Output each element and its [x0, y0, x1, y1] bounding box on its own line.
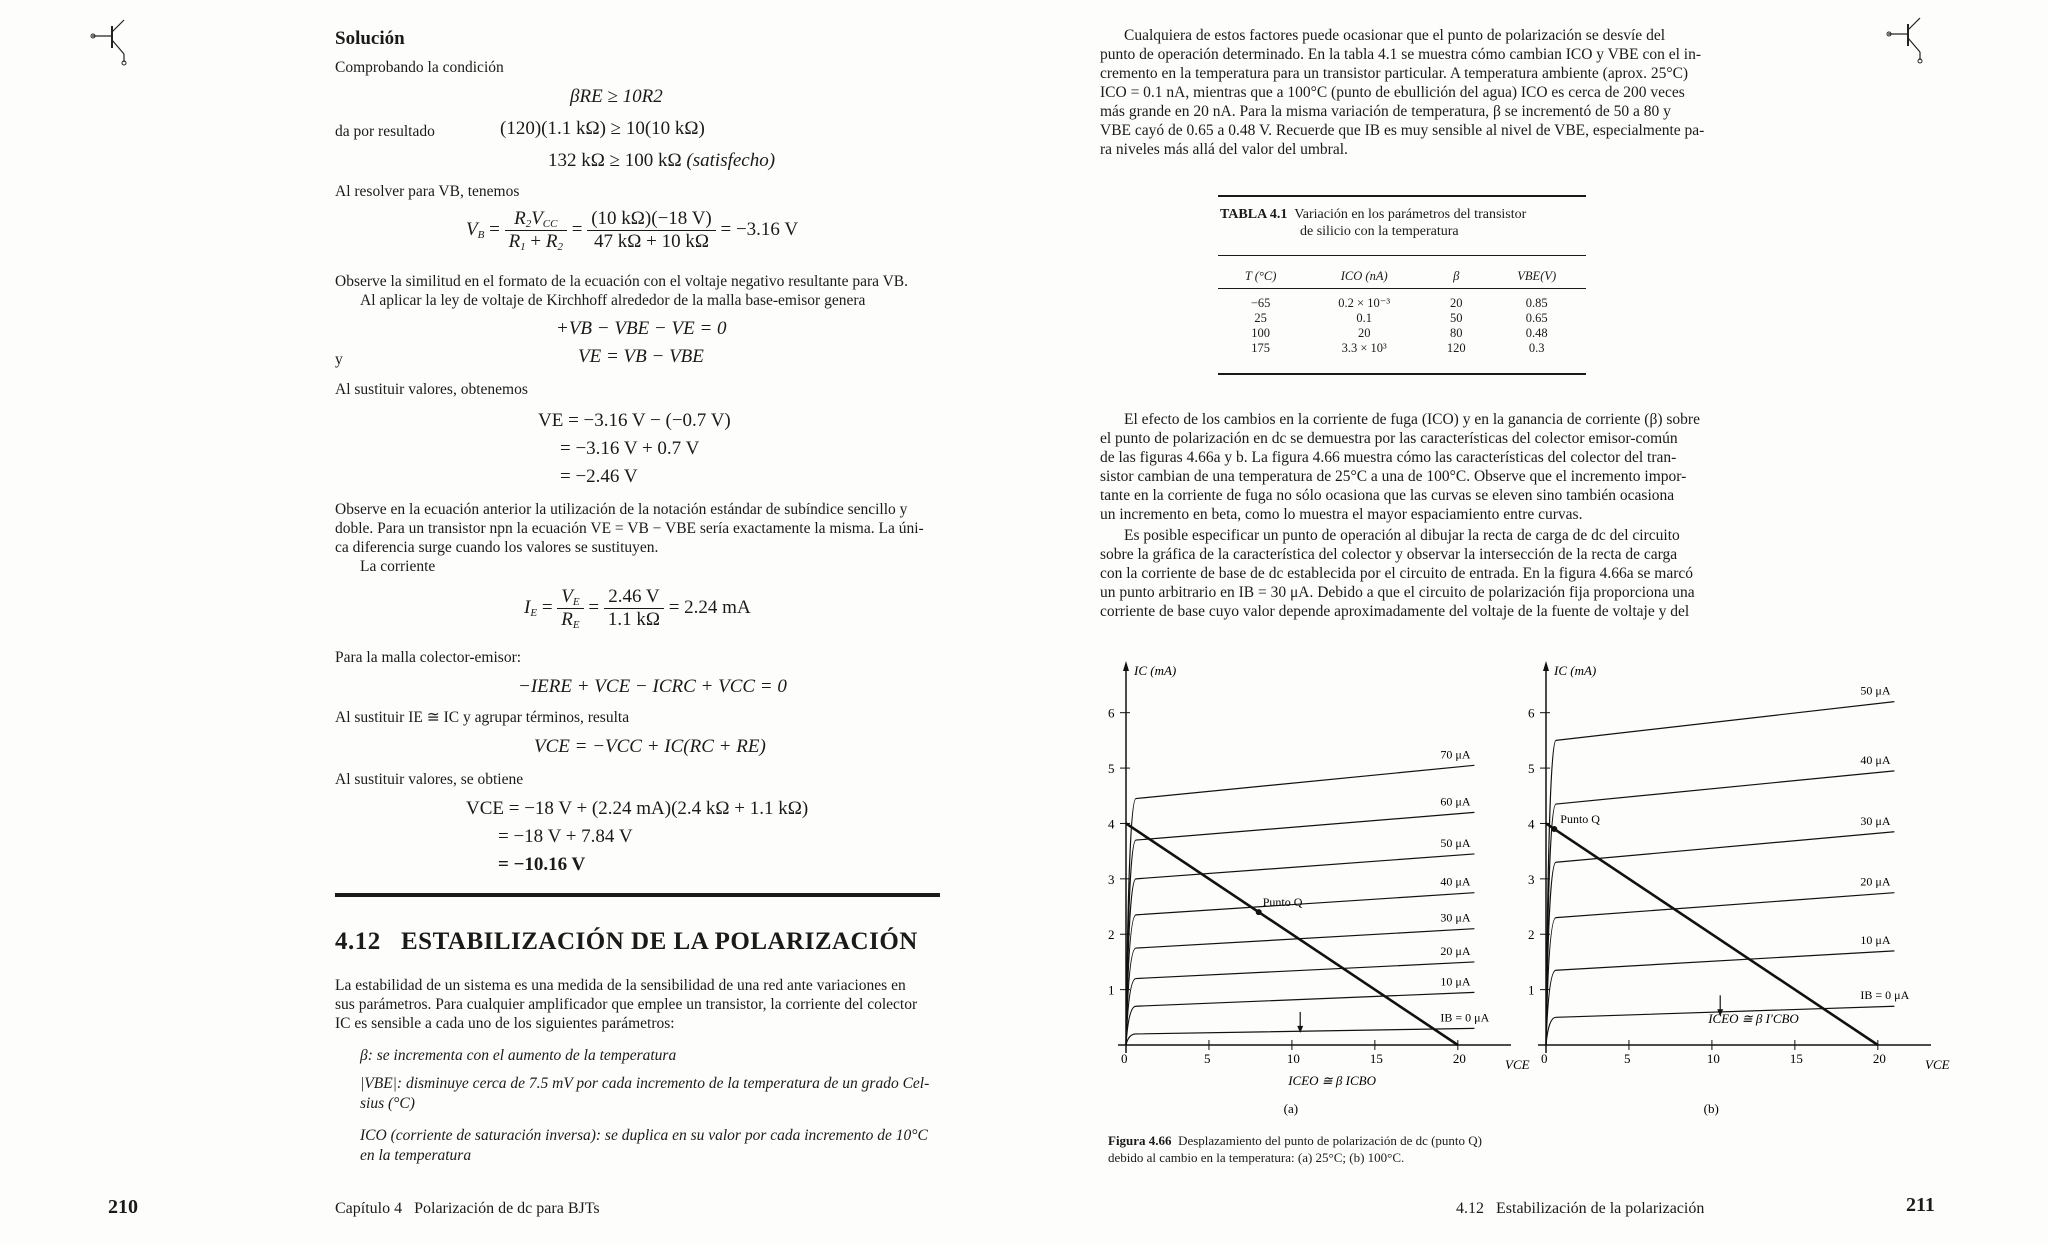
- leakage-label: ICEO ≅ β I′CBO: [1708, 1011, 1799, 1026]
- table-rule: [1218, 373, 1586, 375]
- table-cell: 0.1: [1356, 311, 1372, 325]
- y-tick-label: 2: [1108, 927, 1115, 943]
- table-row: [1218, 341, 1586, 356]
- equation: +VB − VBE − VE = 0: [556, 318, 727, 339]
- list-item: sius (°C): [360, 1095, 415, 1112]
- transistor-icon: [90, 16, 140, 66]
- paragraph: de las figuras 4.66a y b. La figura 4.66 muestra cómo las características del colector del tran-: [1100, 449, 1677, 466]
- table-cell: 0.85: [1525, 295, 1548, 310]
- paragraph: VBE cayó de 0.65 a 0.48 V. Recuerde que IB es muy sensible al nivel de VBE, especialmente pa-: [1100, 122, 1705, 139]
- ib-curve-label: 40 μA: [1860, 752, 1891, 767]
- equation: 132 kΩ ≥ 100 kΩ (satisfecho): [548, 150, 776, 171]
- transistor-icon: [1886, 14, 1936, 64]
- paragraph: Para la malla colector-emisor:: [335, 649, 522, 666]
- list-item: ICO (corriente de saturación inversa): se duplica en su valor por cada incremento de 10°C: [360, 1127, 928, 1144]
- paragraph: Al resolver para VB, tenemos: [335, 183, 520, 200]
- ib-curve-label: 10 μA: [1860, 932, 1891, 947]
- table-cell: 3.3 × 10³: [1341, 341, 1387, 355]
- y-tick-label: 1: [1108, 982, 1115, 998]
- table-cell: 100: [1251, 326, 1271, 340]
- page-footer: 4.12 Estabilización de la polarización: [1456, 1200, 1705, 1217]
- ib-curve-label: 40 μA: [1440, 874, 1471, 889]
- ib-curve-label: 60 μA: [1440, 794, 1471, 809]
- solution-heading: Solución: [335, 28, 405, 49]
- table-row: [1218, 326, 1586, 341]
- figure-caption: Figura 4.66 Desplazamiento del punto de polarización de dc (punto Q) debido al cambio en la temperatura: (a) 25°C; (b) 100°C.: [1108, 1133, 1483, 1165]
- y-axis-arrow: [1543, 661, 1549, 671]
- table-caption: TABLA 4.1 Variación en los parámetros del transistor de silicio con la temperatura: [1220, 207, 1527, 239]
- table-cell: 20: [1449, 295, 1463, 310]
- collector-characteristics-chart-a: [1100, 655, 1530, 1125]
- ib-curve-label: 20 μA: [1860, 874, 1891, 889]
- paragraph: corriente de base cuyo valor depende aproximadamente del voltaje de la fuente de voltaje y del: [1100, 603, 1690, 620]
- table-cell: 80: [1449, 326, 1463, 340]
- q-point: [1551, 826, 1557, 832]
- page-number: 211: [1906, 1194, 1935, 1216]
- ib-curve: [1546, 702, 1894, 1045]
- table-rule: [1218, 195, 1586, 197]
- ib-curve-label: IB = 0 μA: [1860, 988, 1910, 1003]
- equation: = −18 V + 7.84 V: [498, 826, 633, 847]
- x-tick-label: 5: [1203, 1051, 1211, 1066]
- table-cell: 0.65: [1525, 311, 1548, 325]
- equation: = −3.16 V + 0.7 V: [560, 438, 700, 459]
- equation: VE = −3.16 V − (−0.7 V): [538, 410, 731, 431]
- paragraph: El efecto de los cambios en la corriente de fuga (ICO) y en la ganancia de corriente (β) sobre: [1124, 411, 1700, 428]
- table-header: T (°C): [1244, 268, 1277, 283]
- table-cell: 0.48: [1525, 326, 1548, 340]
- paragraph: IC es sensible a cada uno de los siguientes parámetros:: [335, 1015, 675, 1032]
- y-tick-label: 4: [1528, 816, 1535, 832]
- paragraph: un incremento en beta, como lo muestra el mayor espaciamiento entre curvas.: [1100, 506, 1583, 523]
- paragraph: Observe la similitud en el formato de la ecuación con el voltaje negativo resultante para VB.: [335, 273, 909, 290]
- ib-curve-label: 50 μA: [1440, 835, 1471, 850]
- table-cell: 0.2 × 10⁻³: [1338, 296, 1391, 310]
- y-tick-label: 5: [1528, 761, 1535, 777]
- table-cell: 120: [1446, 341, 1466, 355]
- paragraph: La estabilidad de un sistema es una medida de la sensibilidad de una red ante variaciones en: [335, 977, 906, 994]
- x-tick-label: 10: [1286, 1051, 1300, 1066]
- ib-curve: [1126, 812, 1474, 1045]
- x-tick-label: 20: [1872, 1051, 1886, 1066]
- table-cell: −65: [1250, 295, 1271, 310]
- table-cell: 50: [1449, 311, 1463, 325]
- table-rule: [1218, 255, 1586, 256]
- table-header: β: [1453, 268, 1460, 283]
- table-row: [1218, 295, 1586, 311]
- leakage-arrowhead: [1297, 1026, 1303, 1033]
- section-heading: 4.12 ESTABILIZACIÓN DE LA POLARIZACIÓN: [335, 928, 918, 955]
- paragraph: sistor cambian de una temperatura de 25°C a una de 100°C. Observe que el incremento impor-: [1100, 468, 1687, 485]
- table-header: VBE(V): [1517, 268, 1557, 283]
- paragraph: Al sustituir valores, obtenemos: [335, 381, 528, 398]
- equation: = −10.16 V: [498, 854, 586, 875]
- ie-equation: $I_E$ = $\frac{V_E}{R_E}$ = $\frac{2.46 V}{1.1 k\Omega}$ = 2.24 mA: [524, 586, 751, 631]
- y-tick-label: 1: [1528, 982, 1535, 998]
- paragraph: Al sustituir valores, se obtiene: [335, 771, 524, 788]
- section-divider: [335, 893, 940, 897]
- equation: βRE ≥ 10R2: [570, 86, 663, 107]
- paragraph: un punto arbitrario en IB = 30 μA. Debido a que el circuito de polarización fija proporciona una: [1100, 584, 1695, 601]
- x-axis-label: VCE: [1505, 1057, 1530, 1072]
- list-item: en la temperatura: [360, 1147, 472, 1164]
- paragraph: Cualquiera de estos factores puede ocasionar que el punto de polarización se desvíe del: [1124, 27, 1666, 44]
- x-tick-label: 15: [1369, 1051, 1383, 1066]
- paragraph: sobre la gráfica de la característica del colector y observar la intersección de la recta de carga: [1100, 546, 1678, 563]
- paragraph: más grande en 20 nA. Para la misma variación de temperatura, β se incrementó de 50 a 80 y: [1100, 103, 1671, 120]
- paragraph: Al sustituir IE ≅ IC y agrupar términos, resulta: [335, 709, 630, 726]
- table-header-row: [1218, 264, 1586, 288]
- table-row: [1218, 311, 1586, 326]
- equation: = −2.46 V: [560, 466, 638, 487]
- paragraph: tante en la corriente de fuga no sólo ocasiona que las curvas se eleven sino también ocasiona: [1100, 487, 1675, 504]
- paragraph: Comprobando la condición: [335, 59, 504, 76]
- table-cell: 175: [1251, 341, 1271, 355]
- q-point-label: Punto Q: [1262, 895, 1303, 910]
- paragraph: el punto de polarización en dc se demuestra por las características del colector emisor-común: [1100, 430, 1678, 447]
- table-cell: 0.3: [1528, 341, 1545, 355]
- x-axis-label: VCE: [1925, 1057, 1950, 1072]
- x-tick-label: 0: [1121, 1051, 1128, 1066]
- y-tick-label: 4: [1108, 816, 1115, 832]
- ib-curve-label: 30 μA: [1860, 813, 1891, 828]
- ib-curve-label: 10 μA: [1440, 974, 1471, 989]
- leakage-label: ICEO ≅ β ICBO: [1288, 1073, 1376, 1088]
- y-axis-arrow: [1123, 661, 1129, 671]
- table-cell: 25: [1254, 311, 1267, 325]
- paragraph: Observe en la ecuación anterior la utilización de la notación estándar de subíndice sencillo y: [335, 501, 908, 518]
- x-tick-label: 0: [1541, 1051, 1548, 1066]
- x-tick-label: 20: [1452, 1051, 1466, 1066]
- x-tick-label: 15: [1789, 1051, 1803, 1066]
- collector-characteristics-chart-b: [1520, 655, 1950, 1125]
- paragraph: cremento en la temperatura para un transistor particular. A temperatura ambiente (aprox. 25°C): [1100, 65, 1689, 82]
- ib-curve-label: 70 μA: [1440, 747, 1471, 762]
- panel-label: (b): [1703, 1101, 1719, 1116]
- ib-curve-label: 20 μA: [1440, 943, 1471, 958]
- ib-curve-label: 50 μA: [1860, 683, 1891, 698]
- equation: VCE = −18 V + (2.24 mA)(2.4 kΩ + 1.1 kΩ): [466, 798, 809, 819]
- table-cell: 20: [1357, 326, 1371, 340]
- paragraph: Al aplicar la ley de voltaje de Kirchhoff alrededor de la malla base-emisor genera: [360, 292, 866, 309]
- x-tick-label: 5: [1623, 1051, 1631, 1066]
- ib-curve-label: 30 μA: [1440, 910, 1471, 925]
- paragraph: y: [335, 351, 343, 368]
- list-item: β: se incrementa con el aumento de la temperatura: [360, 1047, 677, 1064]
- y-tick-label: 3: [1528, 871, 1535, 887]
- y-axis-label: IC (mA): [1134, 663, 1177, 678]
- paragraph: Es posible especificar un punto de operación al dibujar la recta de carga de dc del circuito: [1124, 527, 1680, 544]
- y-tick-label: 6: [1108, 705, 1115, 721]
- equation: VCE = −VCC + IC(RC + RE): [534, 736, 766, 757]
- parameters-table: [1218, 264, 1586, 356]
- vb-equation: $V_B$ = $\frac{R_2V_{CC}}{R_1 + R_2}$ = $\frac{(10 k\Omega)(-18 V)}{47 k\Omega + 10 k\Omega}$ = −3.16 V: [466, 208, 799, 253]
- q-point-label: Punto Q: [1560, 812, 1600, 826]
- y-tick-label: 2: [1528, 927, 1535, 943]
- y-tick-label: 6: [1528, 705, 1535, 721]
- paragraph: punto de operación determinado. En la tabla 4.1 se muestra cómo cambian ICO y VBE con el in-: [1100, 46, 1702, 63]
- ib-curve-label: IB = 0 μA: [1440, 1010, 1490, 1025]
- x-tick-label: 10: [1706, 1051, 1720, 1066]
- paragraph: La corriente: [360, 558, 436, 575]
- page-number: 210: [108, 1196, 138, 1218]
- q-point: [1256, 909, 1262, 915]
- y-tick-label: 5: [1108, 761, 1115, 777]
- paragraph: con la corriente de base de dc establecida por el circuito de entrada. En la figura 4.66a se marcó: [1100, 565, 1694, 582]
- paragraph: ra niveles más allá del valor del umbral.: [1100, 141, 1348, 158]
- paragraph: ICO = 0.1 nA, mientras que a 100°C (punto de ebullición del agua) ICO es cerca de 200 veces: [1100, 84, 1685, 101]
- equation: VE = VB − VBE: [578, 346, 704, 367]
- list-item: |VBE|: disminuye cerca de 7.5 mV por cada incremento de la temperatura de un grado Cel-: [360, 1075, 930, 1092]
- paragraph: ca diferencia surge cuando los valores se sustituyen.: [335, 539, 659, 556]
- panel-label: (a): [1283, 1101, 1299, 1116]
- y-axis-label: IC (mA): [1554, 663, 1597, 678]
- table-header: ICO (nA): [1340, 268, 1388, 283]
- paragraph: da por resultado: [335, 123, 435, 140]
- paragraph: doble. Para un transistor npn la ecuación VE = VB − VBE sería exactamente la misma. La úni-: [335, 520, 924, 537]
- load-line: [1126, 823, 1458, 1045]
- equation: −IERE + VCE − ICRC + VCC = 0: [518, 676, 787, 697]
- equation: (120)(1.1 kΩ) ≥ 10(10 kΩ): [500, 118, 705, 139]
- paragraph: sus parámetros. Para cualquier amplificador que emplee un transistor, la corriente del colector: [335, 996, 918, 1013]
- page-footer: Capítulo 4 Polarización de dc para BJTs: [335, 1200, 600, 1217]
- y-tick-label: 3: [1108, 871, 1115, 887]
